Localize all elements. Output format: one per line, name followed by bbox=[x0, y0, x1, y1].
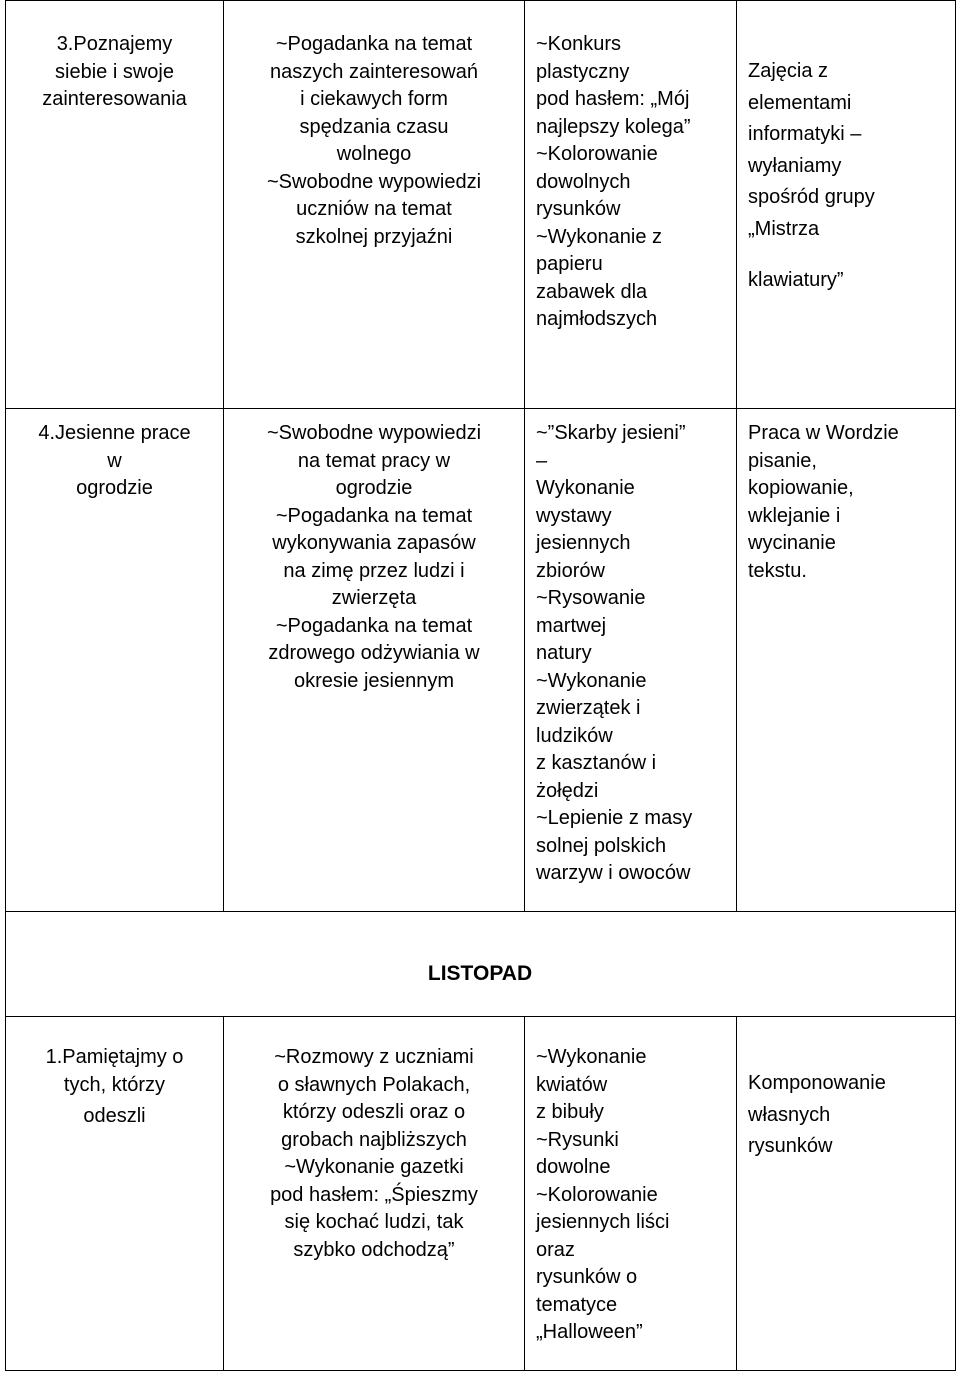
column-divider bbox=[524, 1016, 525, 1371]
cell-line: na temat pracy w bbox=[297, 449, 451, 472]
cell-line: zdrowego odżywiania w bbox=[268, 642, 480, 664]
cell-line: rysunków bbox=[748, 1135, 833, 1157]
cell-line: wykonywania zapasów bbox=[272, 532, 476, 554]
cell-line: papieru bbox=[536, 253, 603, 275]
cell-line: martwej bbox=[536, 614, 607, 637]
cell-line: wklejanie i bbox=[748, 504, 841, 527]
cell-line: Wykonanie bbox=[536, 477, 635, 499]
cell-line: ~Lepienie z masy bbox=[536, 807, 693, 829]
cell-line: ~Kolorowanie bbox=[536, 1183, 658, 1206]
cell-line: ~Rysunki bbox=[536, 1128, 619, 1151]
cell-line: żołędzi bbox=[536, 779, 599, 802]
cell-line: naszych zainteresowań bbox=[270, 60, 478, 83]
cell-line: wystawy bbox=[536, 504, 612, 527]
cell-line: zainteresowania bbox=[42, 88, 187, 110]
cell-line: Zajęcia z bbox=[748, 60, 829, 82]
cell-line: kwiatów bbox=[536, 1073, 608, 1096]
computer-activity-cell bbox=[748, 420, 954, 585]
cell-line: plastyczny bbox=[536, 60, 630, 83]
topic-cell bbox=[6, 1044, 223, 1131]
cell-line: tematyce bbox=[536, 1293, 618, 1316]
row-divider bbox=[5, 408, 956, 409]
cell-line: się kochać ludzi, tak bbox=[284, 1211, 464, 1233]
cell-line: pisanie, bbox=[748, 449, 817, 472]
table-border-bottom bbox=[5, 1370, 956, 1371]
cell-line: szybko odchodzą” bbox=[293, 1238, 455, 1261]
cell-line: oraz bbox=[536, 1238, 575, 1261]
cell-line: elementami bbox=[748, 91, 852, 114]
cell-line: pod hasłem: „Mój bbox=[536, 88, 690, 110]
cell-line: ogrodzie bbox=[335, 477, 413, 499]
cell-line: Komponowanie bbox=[748, 1072, 886, 1094]
cell-line: siebie i swoje bbox=[55, 60, 174, 83]
cell-line: – bbox=[536, 449, 548, 472]
cell-line: natury bbox=[536, 642, 592, 664]
cell-line: ~Wykonanie bbox=[536, 1046, 647, 1068]
row-divider bbox=[5, 1016, 956, 1017]
cell-line: i ciekawych form bbox=[300, 88, 448, 110]
cell-line: zbiorów bbox=[536, 559, 605, 582]
row-divider bbox=[5, 911, 956, 912]
cell-line: wolnego bbox=[336, 143, 412, 165]
cell-line: zabawek dla bbox=[536, 280, 648, 303]
cell-line: ~Pogadanka na temat bbox=[275, 33, 473, 55]
computer-activity-cell bbox=[748, 1068, 954, 1163]
cell-line: szkolnej przyjaźni bbox=[295, 225, 453, 248]
activity-cell bbox=[224, 31, 524, 251]
art-activity-cell bbox=[536, 31, 734, 334]
cell-line: z kasztanów i bbox=[536, 752, 657, 774]
cell-line: solnej polskich bbox=[536, 834, 667, 857]
cell-line: tych, którzy bbox=[63, 1073, 166, 1096]
cell-line: grobach najbliższych bbox=[281, 1128, 467, 1151]
table-border-top bbox=[5, 0, 956, 1]
cell-line: odeszli bbox=[83, 1105, 146, 1127]
cell-line: jesiennych liści bbox=[536, 1211, 670, 1233]
cell-line: z bibuły bbox=[536, 1101, 604, 1123]
cell-line: ~Swobodne wypowiedzi bbox=[266, 170, 482, 193]
cell-line: ~Pogadanka na temat bbox=[275, 504, 473, 527]
art-activity-cell bbox=[536, 420, 734, 888]
cell-line: ~”Skarby jesieni” bbox=[536, 422, 686, 444]
cell-line: ~Pogadanka na temat bbox=[275, 614, 473, 637]
table-border-left bbox=[5, 0, 6, 1371]
cell-line: ~Wykonanie gazetki bbox=[284, 1156, 464, 1178]
cell-line: którzy odeszli oraz o bbox=[282, 1101, 466, 1123]
cell-line: dowolne bbox=[536, 1156, 611, 1178]
cell-line: ~Konkurs bbox=[536, 33, 622, 55]
cell-line: ogrodzie bbox=[76, 477, 153, 499]
cell-line: ~Rozmowy z uczniami bbox=[274, 1046, 474, 1068]
cell-line: spędzania czasu bbox=[299, 115, 449, 138]
topic-cell bbox=[6, 31, 223, 114]
cell-line: ~Kolorowanie bbox=[536, 143, 658, 165]
cell-line: najlepszy kolega” bbox=[536, 115, 691, 138]
cell-line: ~Wykonanie z bbox=[536, 225, 662, 248]
cell-line: zwierzątek i bbox=[536, 697, 641, 719]
cell-line: 3.Poznajemy bbox=[56, 33, 173, 55]
activity-cell bbox=[224, 420, 524, 695]
cell-line: rysunków bbox=[536, 198, 621, 220]
cell-line: pod hasłem: „Śpieszmy bbox=[270, 1183, 478, 1206]
cell-line: wycinanie bbox=[748, 532, 836, 554]
column-divider bbox=[524, 0, 525, 912]
cell-line: najmłodszych bbox=[536, 308, 658, 330]
cell-line: własnych bbox=[748, 1103, 831, 1126]
cell-line: warzyw i owoców bbox=[536, 862, 691, 884]
art-activity-cell bbox=[536, 1044, 734, 1347]
cell-line: na zimę przez ludzi i bbox=[283, 559, 465, 582]
cell-line: w bbox=[107, 449, 122, 472]
cell-line: Praca w Wordzie bbox=[748, 422, 899, 444]
cell-line: jesiennych bbox=[536, 532, 631, 554]
cell-line: kopiowanie, bbox=[748, 477, 854, 499]
cell-line: wyłaniamy bbox=[748, 154, 842, 177]
month-heading: LISTOPAD bbox=[427, 962, 533, 985]
cell-line: o sławnych Polakach, bbox=[277, 1073, 471, 1096]
computer-activity-cell bbox=[748, 56, 954, 297]
cell-line: „Halloween” bbox=[536, 1321, 643, 1343]
cell-line: dowolnych bbox=[536, 170, 631, 193]
column-divider bbox=[736, 0, 737, 912]
cell-line: zwierzęta bbox=[331, 587, 417, 609]
column-divider bbox=[736, 1016, 737, 1371]
cell-line: informatyki – bbox=[748, 123, 862, 145]
topic-cell bbox=[6, 420, 223, 503]
cell-line: tekstu. bbox=[748, 559, 807, 582]
cell-line: klawiatury” bbox=[748, 269, 844, 291]
cell-line: ludzików bbox=[536, 724, 613, 747]
cell-line: „Mistrza bbox=[748, 217, 820, 240]
table-border-right bbox=[955, 0, 956, 1371]
cell-line: rysunków o bbox=[536, 1266, 638, 1288]
cell-line: ~Wykonanie bbox=[536, 669, 647, 692]
activity-cell bbox=[224, 1044, 524, 1264]
cell-line: ~Rysowanie bbox=[536, 587, 646, 609]
cell-line: uczniów na temat bbox=[296, 198, 452, 220]
cell-line: ~Swobodne wypowiedzi bbox=[266, 422, 482, 444]
cell-line: okresie jesiennym bbox=[293, 669, 455, 692]
cell-line: spośród grupy bbox=[748, 186, 875, 208]
cell-line: 1.Pamiętajmy o bbox=[45, 1046, 184, 1068]
cell-line: 4.Jesienne prace bbox=[38, 422, 191, 444]
